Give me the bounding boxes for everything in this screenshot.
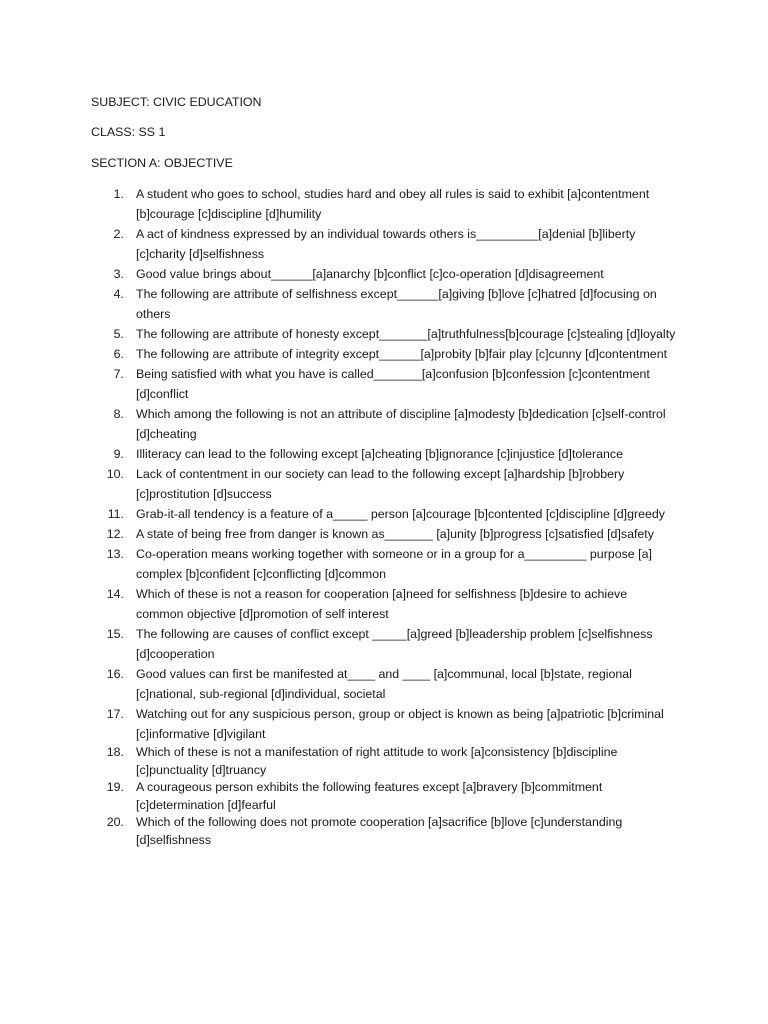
question-number: 17. [106,707,124,721]
question-item [0,444,676,464]
question-number: 20. [106,815,124,829]
question-text: Being satisfied with what you have is called_______[a]confusion [b]confession [c]contentment [d]conflict [136,367,650,401]
question-number: 15. [106,627,124,641]
question-number: 3. [113,267,124,281]
question-number: 9. [113,447,124,461]
question-text: Co-operation means working together with someone or in a group for a_________ purpose [a] complex [b]confident [c]conflicting [d]common [136,547,652,581]
question-item [0,584,676,624]
question-text: Lack of contentment in our society can lead to the following except [a]hardship [b]robbery [c]prostitution [d]success [136,467,625,501]
question-item [0,464,676,504]
question-number: 13. [106,547,124,561]
question-number: 10. [106,467,124,481]
question-text: Which of the following does not promote cooperation [a]sacrifice [b]love [c]understanding [d]selfishness [136,815,623,847]
question-number: 5. [113,327,124,341]
question-item [0,264,676,284]
question-number: 2. [113,227,124,241]
question-item [0,814,676,849]
question-number: 8. [113,407,124,421]
section-heading: SECTION A: OBJECTIVE [91,156,233,170]
question-text: The following are attribute of integrity except______[a]probity [b]fair play [c]cunny [d]contentment [136,347,668,361]
question-item [0,504,676,524]
question-item [0,544,676,584]
question-item [0,324,676,344]
question-number: 1. [113,187,124,201]
question-item [0,224,676,264]
question-number: 11. [107,507,124,521]
question-text: Watching out for any suspicious person, group or object is known as being [a]patriotic [b]criminal [c]informative [d]vigilant [136,707,664,741]
question-item [0,664,676,704]
question-item [0,404,676,444]
question-text: Grab-it-all tendency is a feature of a_____ person [a]courage [b]contented [c]discipline [d]greedy [136,507,665,521]
question-number: 19. [106,780,124,794]
question-number: 16. [106,667,124,681]
question-number: 14. [106,587,124,601]
question-text: Good value brings about______[a]anarchy [b]conflict [c]co-operation [d]disagreement [136,267,604,281]
question-item [0,779,676,814]
question-text: Which of these is not a manifestation of right attitude to work [a]consistency [b]discipline [c]punctuality [d]truancy [136,745,618,777]
question-item [0,284,676,324]
question-number: 18. [106,745,124,759]
question-text: A state of being free from danger is known as_______ [a]unity [b]progress [c]satisfied [d]safety [136,527,654,541]
question-item [0,624,676,664]
question-text: Good values can first be manifested at____ and ____ [a]communal, local [b]state, regional [c]national, sub-regional [d]individual, societal [136,667,632,701]
question-text: Illiteracy can lead to the following except [a]cheating [b]ignorance [c]injustice [d]tolerance [136,447,623,461]
question-number: 4. [113,287,124,301]
subject-heading: SUBJECT: CIVIC EDUCATION [91,95,262,109]
class-heading: CLASS: SS 1 [91,125,166,139]
question-text: A courageous person exhibits the following features except [a]bravery [b]commitment [c]determination [d]fearful [136,780,603,812]
question-item [0,524,676,544]
question-item [0,704,676,744]
question-text: Which of these is not a reason for cooperation [a]need for selfishness [b]desire to achieve common objective [d]promotion of self interest [136,587,628,621]
question-number: 6. [113,347,124,361]
question-text: The following are attribute of selfishness except______[a]giving [b]love [c]hatred [d]focusing on others [136,287,657,321]
question-text: A student who goes to school, studies hard and obey all rules is said to exhibit [a]contentment [b]courage [c]discipline [d]humility [136,187,650,221]
question-text: The following are attribute of honesty except_______[a]truthfulness[b]courage [c]stealing [d]loyalty [136,327,676,341]
question-number: 12. [106,527,124,541]
question-text: A act of kindness expressed by an individual towards others is_________[a]denial [b]liberty [c]charity [d]selfishness [136,227,636,261]
question-item [0,344,676,364]
question-item [0,184,676,224]
question-number: 7. [113,367,124,381]
question-item [0,744,676,779]
question-text: The following are causes of conflict except _____[a]greed [b]leadership problem [c]selfishness [d]cooperation [136,627,653,661]
question-text: Which among the following is not an attribute of discipline [a]modesty [b]dedication [c]self-control [d]cheating [136,407,666,441]
question-item [0,364,676,404]
question-list [0,184,768,849]
